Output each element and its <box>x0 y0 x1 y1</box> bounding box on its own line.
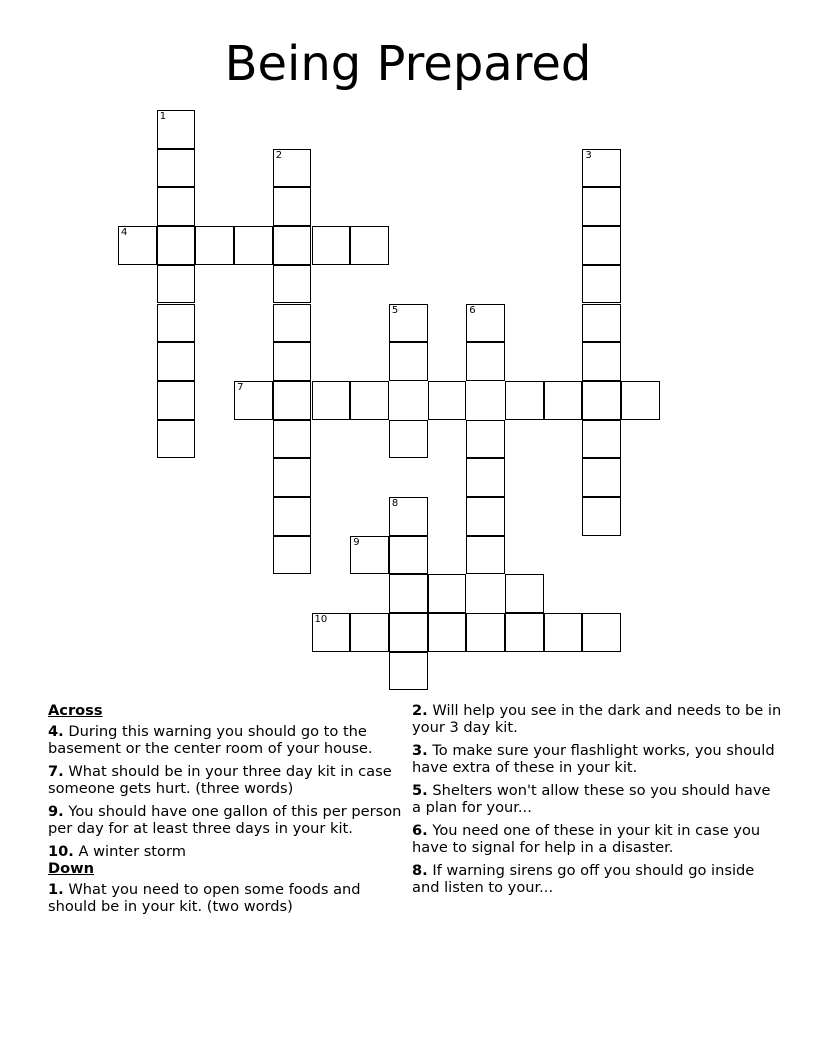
grid-cell <box>389 574 428 613</box>
grid-cell <box>466 420 505 459</box>
grid-cell <box>582 458 621 497</box>
grid-cell <box>118 226 157 265</box>
clue-number: 5. <box>412 782 428 799</box>
grid-cell <box>621 381 660 420</box>
grid-cell <box>582 381 621 420</box>
clue-text: You need one of these in your kit in case you have to signal for help in a disaster. <box>412 822 761 856</box>
grid-cell <box>505 381 544 420</box>
clue-number: 9. <box>48 803 64 820</box>
grid-cell <box>157 265 196 304</box>
clue-number: 4. <box>48 723 64 740</box>
clue-down-1 <box>48 881 408 915</box>
clues-left-column <box>48 702 408 921</box>
clue-text: What should be in your three day kit in case someone gets hurt. (three words) <box>48 763 392 797</box>
grid-cell <box>466 458 505 497</box>
clue-text: Will help you see in the dark and needs to be in your 3 day kit. <box>412 702 782 736</box>
grid-cell <box>582 613 621 652</box>
grid-cell <box>544 613 583 652</box>
clue-number: 2. <box>412 702 428 719</box>
grid-cell <box>544 381 583 420</box>
cell-number: 5 <box>391 304 399 316</box>
clue-text: If warning sirens go off you should go inside and listen to your... <box>412 862 755 896</box>
clue-across-10 <box>48 843 408 860</box>
grid-cell <box>157 304 196 343</box>
clue-down-3 <box>412 742 782 776</box>
clue-down-2 <box>412 702 782 736</box>
clue-down-6 <box>412 822 782 856</box>
grid-cell <box>350 536 389 575</box>
clue-text: What you need to open some foods and should be in your kit. (two words) <box>48 881 361 915</box>
grid-cell <box>273 536 312 575</box>
cell-number: 2 <box>275 149 283 161</box>
grid-cell <box>466 342 505 381</box>
cell-number: 7 <box>237 381 244 393</box>
clue-number: 8. <box>412 862 428 879</box>
grid-cell <box>234 381 273 420</box>
cell-number: 10 <box>314 614 328 626</box>
clue-down-8 <box>412 862 782 896</box>
cell-number: 1 <box>159 111 167 122</box>
cell-number: 9 <box>353 536 360 548</box>
grid-cell <box>157 226 196 265</box>
grid-cell <box>273 187 312 226</box>
grid-cell <box>389 536 428 575</box>
clue-across-7 <box>48 763 408 797</box>
grid-cell <box>582 187 621 226</box>
grid-cell <box>157 110 196 149</box>
grid-cell <box>582 265 621 304</box>
grid-cell <box>350 613 389 652</box>
cell-number: 4 <box>121 227 128 239</box>
grid-cell <box>582 342 621 381</box>
grid-cell <box>582 497 621 536</box>
grid-cell <box>157 342 196 381</box>
grid-cell <box>582 149 621 188</box>
clue-number: 7. <box>48 763 64 780</box>
grid-cell <box>389 304 428 343</box>
grid-cell <box>428 381 467 420</box>
grid-cell <box>312 226 351 265</box>
cell-number: 3 <box>585 149 592 161</box>
clue-text: A winter storm <box>78 843 186 860</box>
grid-cell <box>157 420 196 459</box>
grid-cell <box>350 381 389 420</box>
grid-cell <box>389 342 428 381</box>
grid-cell <box>428 613 467 652</box>
clue-down-5 <box>412 782 782 816</box>
clue-text: During this warning you should go to the basement or the center room of your house. <box>48 723 373 757</box>
clue-text: Shelters won't allow these so you should have a plan for your... <box>412 782 771 816</box>
grid-cell <box>234 226 273 265</box>
clue-number: 1. <box>48 881 64 898</box>
grid-cell <box>273 304 312 343</box>
grid-cell <box>273 381 312 420</box>
grid-cell <box>350 226 389 265</box>
clue-number: 3. <box>412 742 428 759</box>
grid-cell <box>389 497 428 536</box>
grid-cell <box>312 381 351 420</box>
grid-cell <box>157 149 196 188</box>
grid-cell <box>273 497 312 536</box>
grid-cell <box>466 304 505 343</box>
grid-cell <box>312 613 351 652</box>
clue-text: To make sure your flashlight works, you should have extra of these in your kit. <box>412 742 775 776</box>
cell-number: 8 <box>391 498 399 509</box>
grid-cell <box>157 187 196 226</box>
grid-cell <box>389 652 428 691</box>
clue-text: You should have one gallon of this per person per day for at least three days in your kit. <box>48 803 402 837</box>
grid-cell <box>582 420 621 459</box>
grid-cell <box>466 497 505 536</box>
grid-cell <box>273 342 312 381</box>
grid-cell <box>389 420 428 459</box>
grid-cell <box>273 149 312 188</box>
clue-number: 6. <box>412 822 428 839</box>
grid-cell <box>505 613 544 652</box>
puzzle-title: Being Prepared <box>224 36 592 92</box>
down-heading: Down <box>48 860 95 877</box>
clue-across-9 <box>48 803 408 837</box>
grid-cell <box>273 420 312 459</box>
grid-cell <box>582 226 621 265</box>
grid-cell <box>466 536 505 575</box>
across-heading: Across <box>48 702 103 719</box>
grid-cell <box>273 226 312 265</box>
grid-cell <box>195 226 234 265</box>
grid-cell <box>582 304 621 343</box>
grid-cell <box>273 458 312 497</box>
clue-across-4 <box>48 723 408 757</box>
grid-cell <box>157 381 196 420</box>
grid-cell <box>389 613 428 652</box>
grid-cell <box>505 574 544 613</box>
clues-right-column <box>412 702 782 902</box>
cell-number: 6 <box>469 304 476 316</box>
grid-cell <box>466 613 505 652</box>
clue-number: 10. <box>48 843 74 860</box>
grid-cell <box>273 265 312 304</box>
grid-cell <box>428 574 467 613</box>
